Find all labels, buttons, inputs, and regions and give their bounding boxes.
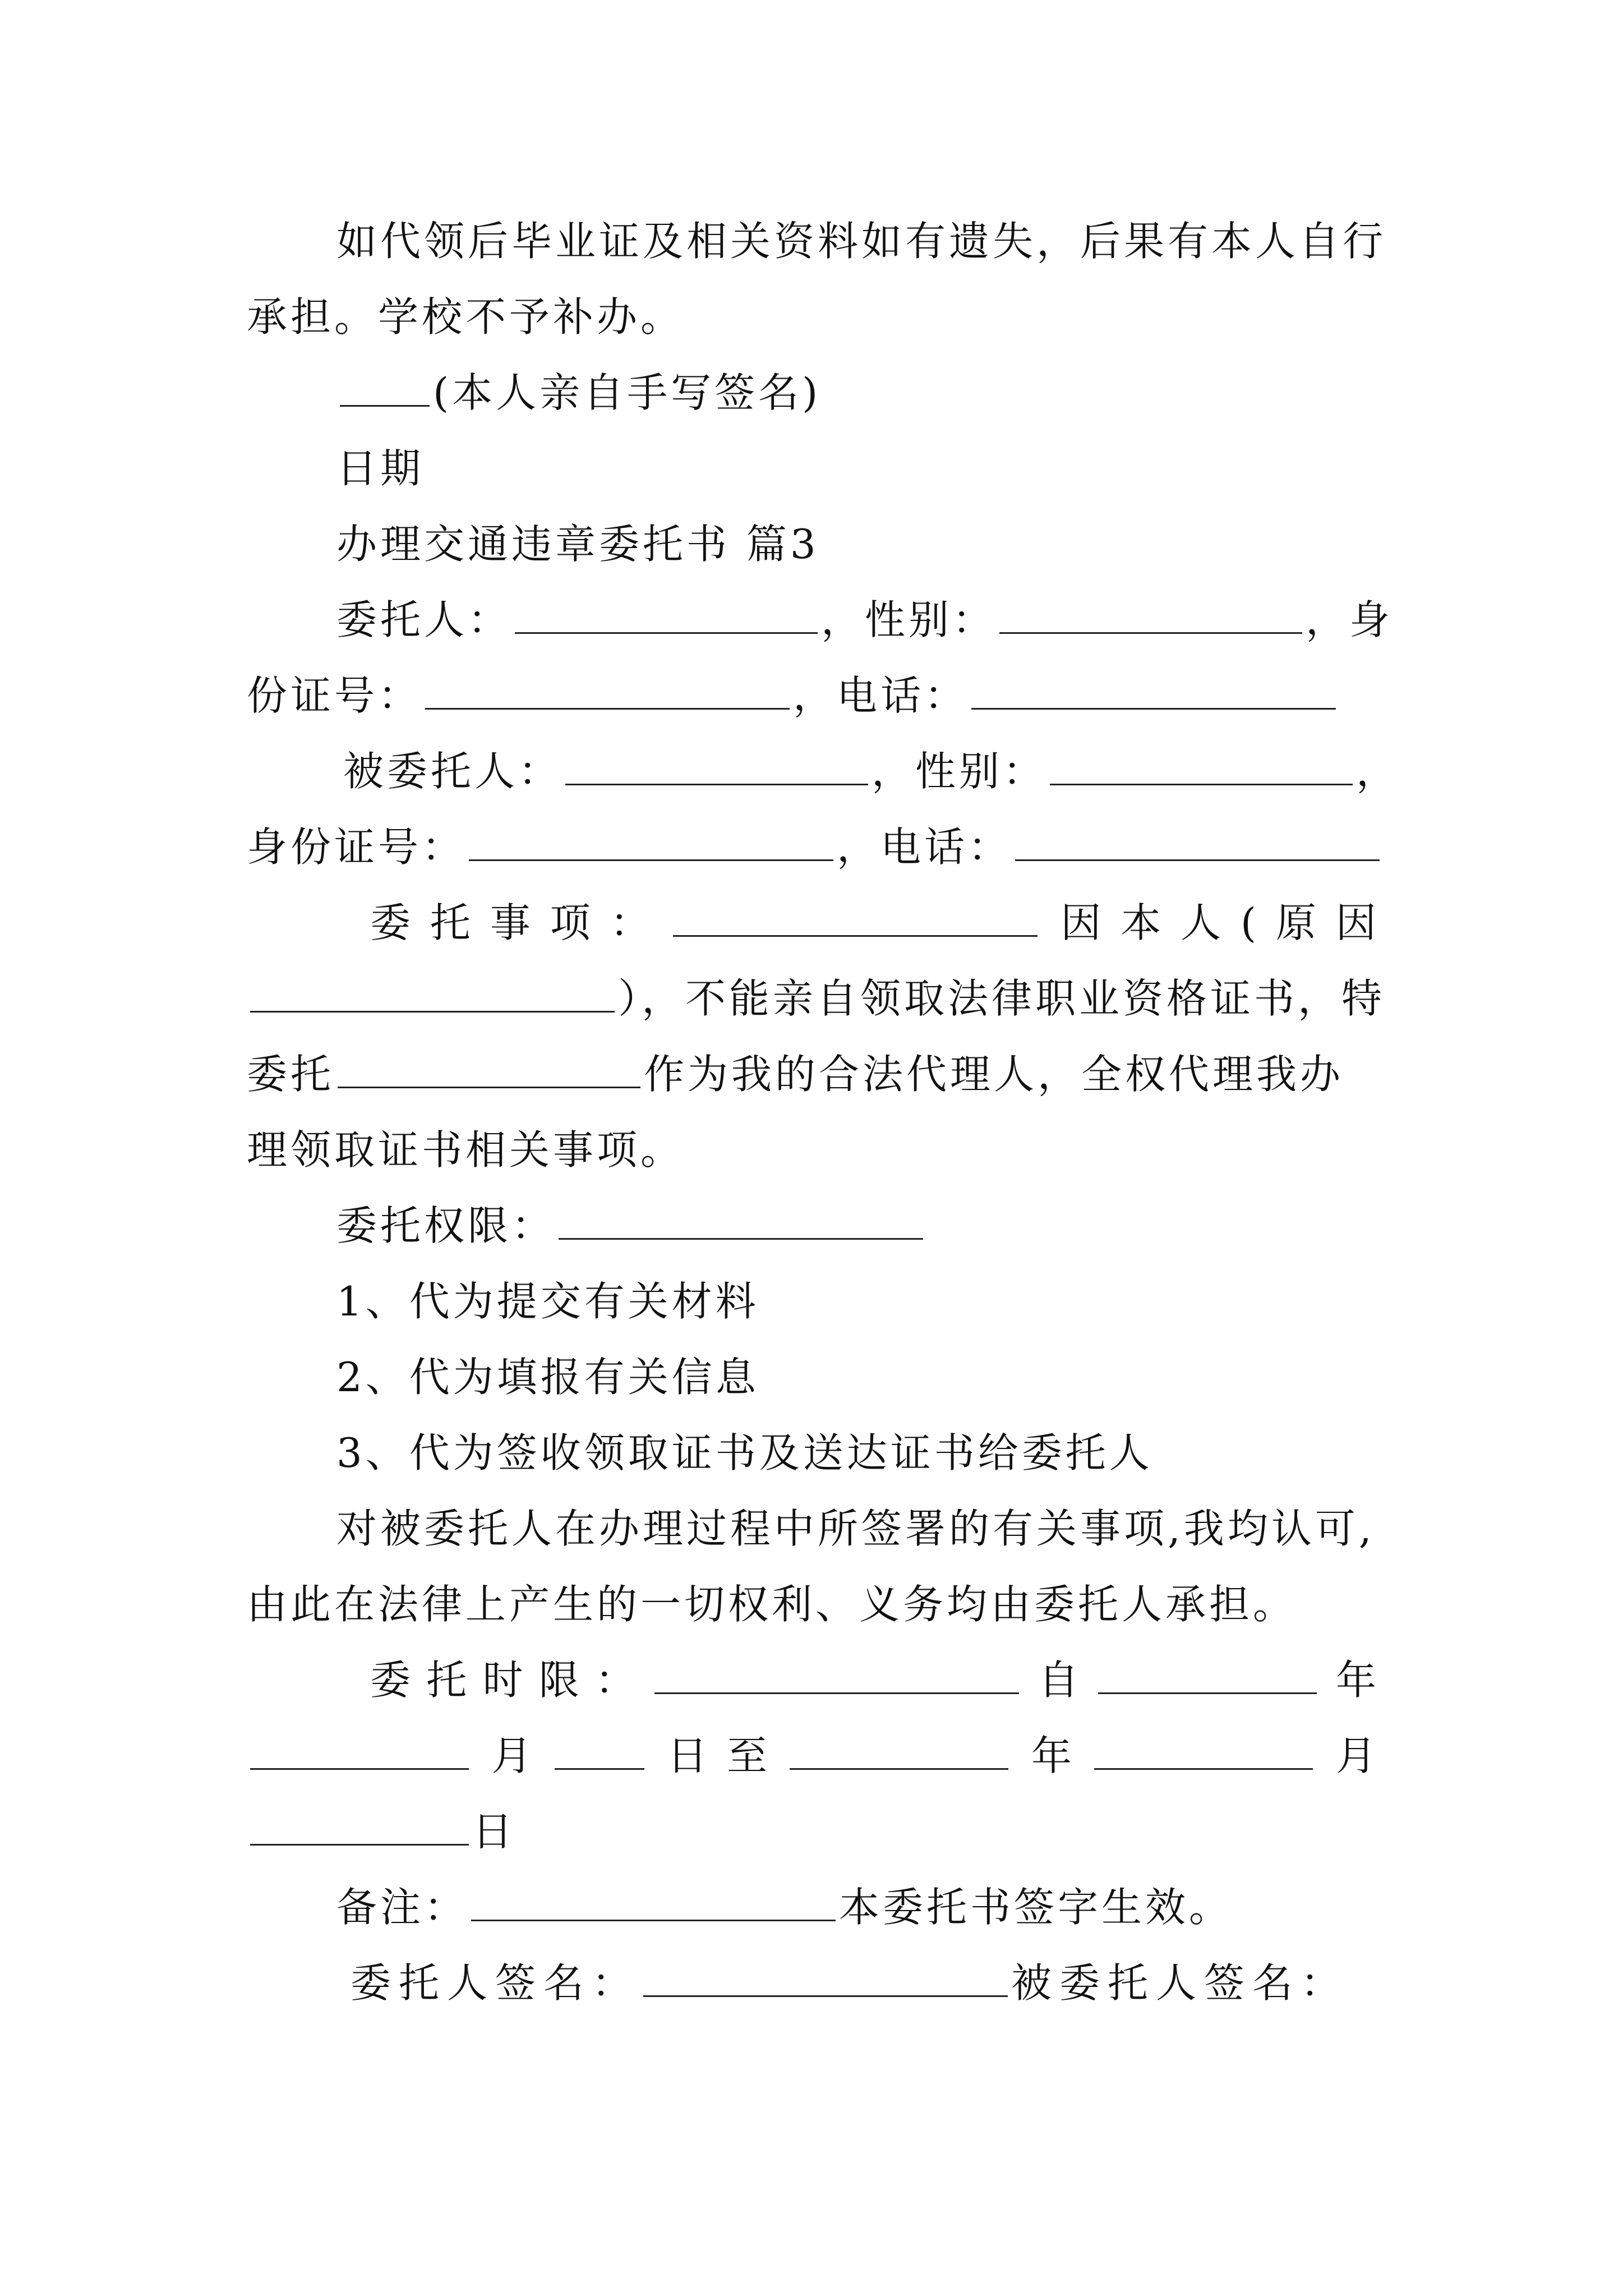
- agent-name-blank[interactable]: [565, 744, 868, 785]
- char: 月: [1335, 1732, 1376, 1779]
- char: 限: [538, 1657, 579, 1704]
- char: 因: [1335, 899, 1376, 946]
- id-number-blank[interactable]: [425, 669, 790, 710]
- agent-appoint-blank[interactable]: [338, 1047, 640, 1088]
- paragraph-line: [336, 213, 1387, 269]
- char: ：: [610, 899, 651, 946]
- char: 年: [1335, 1657, 1376, 1704]
- list-item: [336, 1349, 1376, 1405]
- paragraph-line: [336, 1501, 1376, 1557]
- agent-label: 被委托人：: [343, 748, 562, 795]
- signature-note: (本人亲自手写签名): [433, 369, 822, 416]
- phone-blank[interactable]: [971, 669, 1336, 710]
- char: 月: [491, 1732, 532, 1779]
- signature-blank[interactable]: [340, 366, 430, 407]
- agent-gender-blank[interactable]: [1050, 744, 1353, 785]
- authority-label: 委托权限：: [336, 1202, 556, 1249]
- text: 承担。学校不予补办。: [247, 293, 685, 341]
- end-day-line: [247, 1803, 1376, 1860]
- end-year-blank[interactable]: [790, 1729, 1008, 1770]
- section-title-text: 办理交通违章委托书 篇3: [336, 521, 819, 568]
- principal-line: [336, 592, 1394, 648]
- char: 因: [1061, 899, 1101, 946]
- char: ：: [595, 1657, 636, 1704]
- text: 理领取证书相关事项。: [247, 1126, 685, 1174]
- paragraph-line: [247, 1122, 1376, 1178]
- agent-id-line: [247, 819, 1376, 875]
- agent-phone-blank[interactable]: [1015, 820, 1380, 861]
- principal-id-line: [247, 668, 1376, 724]
- char: 日: [472, 1808, 517, 1855]
- gender-label: ，性别：: [821, 596, 997, 643]
- id-label-start: ，身: [1306, 596, 1394, 643]
- char: 日: [667, 1732, 708, 1779]
- comma: ，: [1356, 748, 1400, 795]
- agent-id-label: 身份证号：: [247, 823, 466, 871]
- text: 3、代为签收领取证书及送达证书给委托人: [336, 1429, 1153, 1476]
- remark-line: [336, 1879, 1376, 1935]
- char: 人: [1181, 899, 1221, 946]
- char: 项: [550, 899, 591, 946]
- agent-phone-label: ，电话：: [837, 823, 1012, 871]
- remark-label: 备注：: [336, 1884, 468, 1931]
- char: 本: [1121, 899, 1161, 946]
- principal-signature-blank[interactable]: [643, 1956, 1008, 1997]
- text: ），不能亲自领取法律职业资格证书，特: [618, 975, 1386, 1022]
- text: 如代领后毕业证及相关资料如有遗失，后果有本人自行: [336, 218, 1387, 265]
- gender-blank[interactable]: [999, 593, 1302, 634]
- char: (: [1241, 899, 1257, 946]
- signature-row: [351, 1955, 1376, 2011]
- start-month-blank[interactable]: [250, 1729, 469, 1770]
- text: 对被委托人在办理过程中所签署的有关事项,我均认可,: [336, 1505, 1375, 1552]
- text: 本委托书签字生效。: [839, 1884, 1233, 1931]
- end-day-blank[interactable]: [250, 1805, 469, 1846]
- paragraph-line: [247, 289, 1376, 345]
- principal-label: 委托人：: [336, 596, 512, 643]
- matter-line: [370, 895, 1376, 951]
- start-year-blank[interactable]: [1098, 1653, 1317, 1694]
- date-label: 日期: [336, 445, 425, 492]
- list-item: [336, 1425, 1376, 1481]
- paragraph-line: [247, 1576, 1376, 1632]
- agent-line: [343, 743, 1400, 799]
- char: 年: [1031, 1732, 1072, 1779]
- end-month-blank[interactable]: [1094, 1729, 1313, 1770]
- principal-signature-label: 委托人签名：: [351, 1959, 640, 2007]
- text: 由此在法律上产生的一切权利、义务均由委托人承担。: [247, 1581, 1297, 1628]
- char: 委: [370, 899, 411, 946]
- char: 事: [490, 899, 531, 946]
- list-item: [336, 1273, 1376, 1329]
- reason-blank[interactable]: [250, 972, 615, 1013]
- principal-name-blank[interactable]: [515, 593, 818, 634]
- text: 2、代为填报有关信息: [336, 1354, 759, 1401]
- char: 原: [1275, 899, 1316, 946]
- text: 委托: [247, 1051, 335, 1098]
- char: 时: [482, 1657, 523, 1704]
- matter-blank[interactable]: [673, 896, 1038, 937]
- agent-id-blank[interactable]: [469, 820, 833, 861]
- authority-line: [336, 1198, 1376, 1254]
- remark-blank[interactable]: [471, 1880, 836, 1921]
- char: 托: [430, 899, 471, 946]
- date-range-line: [247, 1728, 1376, 1784]
- text: 作为我的合法代理人，全权代理我办: [644, 1051, 1344, 1098]
- reason-line: [247, 970, 1386, 1027]
- char: 自: [1038, 1657, 1079, 1704]
- agent-gender-label: ，性别：: [872, 748, 1047, 795]
- appoint-line: [247, 1046, 1376, 1102]
- id-label-end: 份证号：: [247, 672, 422, 719]
- signature-line: [336, 365, 1376, 421]
- authority-blank[interactable]: [559, 1199, 923, 1240]
- start-day-blank[interactable]: [555, 1729, 644, 1770]
- term-blank[interactable]: [654, 1653, 1019, 1694]
- section-title: [336, 516, 1376, 572]
- text: 1、代为提交有关材料: [336, 1278, 759, 1325]
- char: 托: [426, 1657, 467, 1704]
- char: 委: [370, 1657, 411, 1704]
- term-line: [370, 1652, 1376, 1708]
- char: 至: [726, 1732, 767, 1779]
- date-label-line: [336, 440, 1376, 496]
- agent-signature-label: 被委托人签名：: [1011, 1959, 1349, 2007]
- phone-label: ，电话：: [793, 672, 969, 719]
